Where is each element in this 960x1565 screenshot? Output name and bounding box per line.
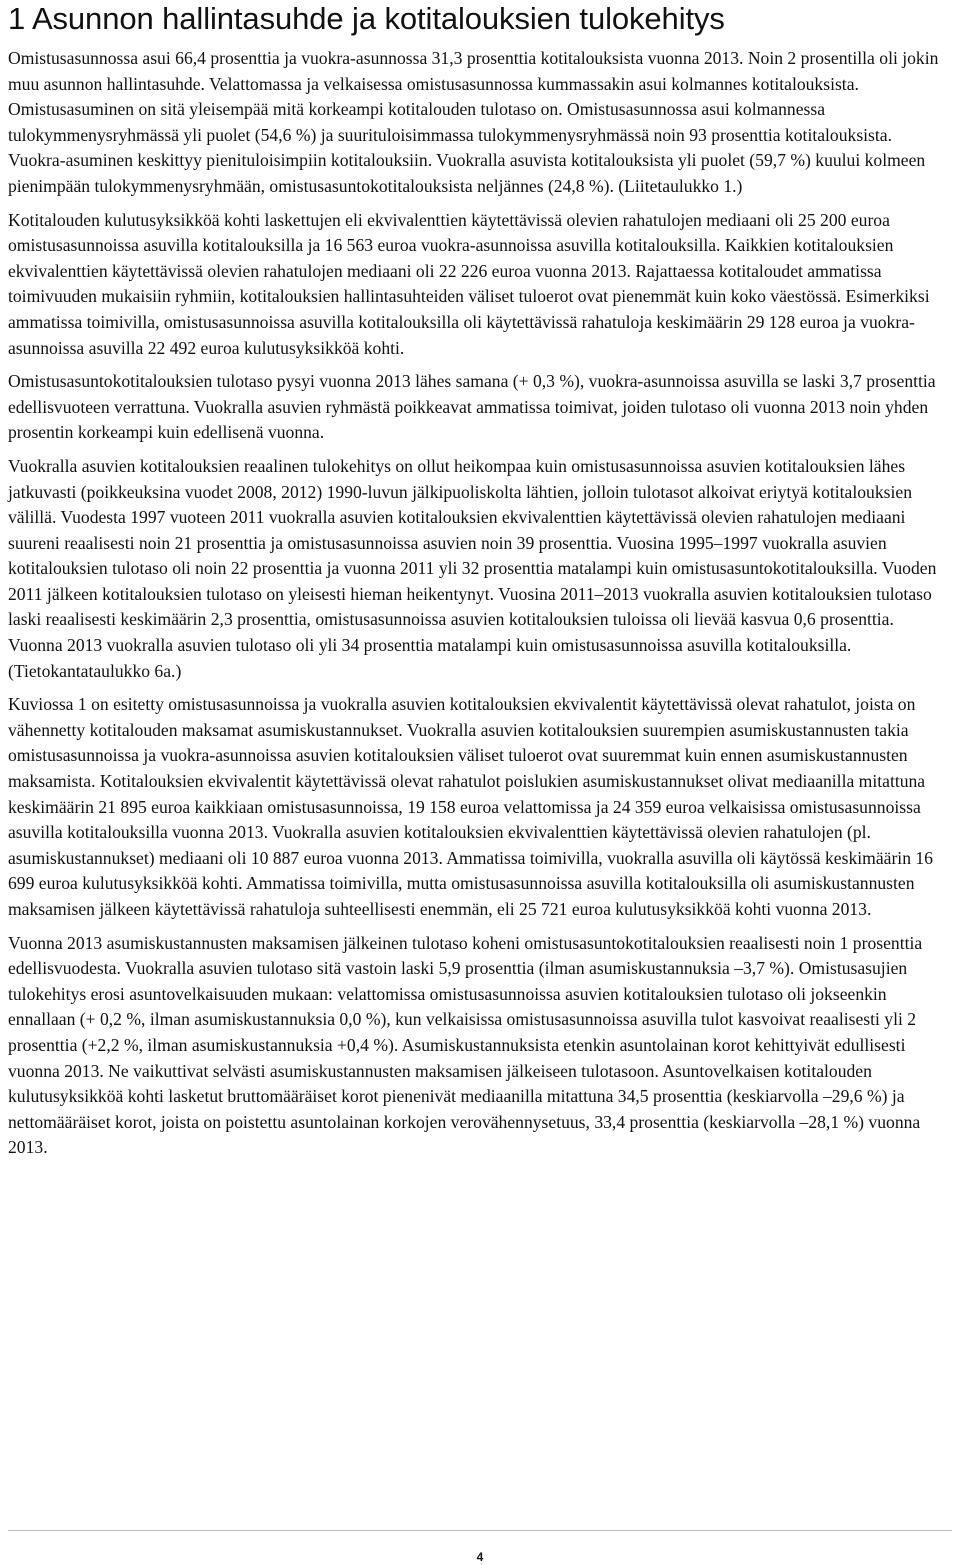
paragraph-4: Vuokralla asuvien kotitalouksien reaalinen tulokehitys on ollut heikompaa kuin omistusasunnoissa asuvien kotitalouksien lähes jatkuvasti (poikkeuksina vuodet 2008, 2012) 1990-luvun jälkipuoliskolta lähtien, jolloin tulotasot alkoivat eriytyä kotitalouksien välillä. Vuodesta 1997 vuoteen 2011 vuokralla asuvien kotitalouksien ekvivalenttien käytettävissä olevien rahatulojen mediaani suureni reaalisesti noin 21 prosenttia ja omistusasunnoissa asuvien noin 39 prosenttia. Vuosina 1995–1997 vuokralla asuvien kotitalouksien tulotaso oli noin 22 prosenttia ja vuonna 2011 yli 32 prosenttia matalampi kuin omistusasuntokotitalouksilla. Vuoden 2011 jälkeen kotitalouksien tulotaso on yleisesti hieman heikentynyt. Vuosina 2011–2013 vuokralla asuvien kotitalouksien tulotaso laski reaalisesti keskimäärin 2,3 prosenttia, omistusasunnoissa asuvien kotitalouksien tuloissa oli lievää kasvua 0,6 prosenttia. Vuonna 2013 vuokralla asuvien tulotaso oli yli 34 prosenttia matalampi kuin omistusasunnoissa asuvilla kotitalouksilla. (Tietokantataulukko 6a.) xyxy=(8,455,937,681)
paragraph-5: Kuviossa 1 on esitetty omistusasunnoissa ja vuokralla asuvien kotitalouksien ekvivalentit käytettävissä olevat rahatulot, joista on vähennetty kotitalouden maksamat asumiskustannukset. Vuokralla asuvien kotitalouksien suurempien asumiskustannusten takia omistusasunnoissa ja vuokra-asunnoissa asuvien kotitalouksien väliset tuloerot ovat suuremmat kuin ennen asumiskustannusten maksamista. Kotitalouksien ekvivalentit käytettävissä olevat rahatulot poislukien asumiskustannukset olivat mediaanilla mitattuna keskimäärin 21 895 euroa kaikkiaan omistusasunnoissa, 19 158 euroa velattomissa ja 24 359 euroa velkaisissa omistusasunnoissa asuvilla kotitalouksilla vuonna 2013. Vuokralla asuvien kotitalouksien ekvivalenttien käytettävissä olevien rahatulojen (pl. asumiskustannukset) mediaani oli 10 887 euroa vuonna 2013. Ammatissa toimivilla, vuokralla asuvilla oli käytössä keskimäärin 16 699 euroa kulutusyksikköä kohti. Ammatissa toimivilla, mutta omistusasunnoissa asuvilla kotitalouksilla oli asumiskustannusten maksamisen jälkeen käytettävissä rahatuloja suhteellisesti enemmän, eli 25 721 euroa kulutusyksikköä kohti vuonna 2013. xyxy=(8,694,933,919)
paragraph-6: Vuonna 2013 asumiskustannusten maksamisen jälkeinen tulotaso koheni omistusasuntokotitalouksien reaalisesti noin 1 prosenttia edellisvuodesta. Vuokralla asuvien tulotaso sitä vastoin laski 5,9 prosenttia (ilman asumiskustannuksia –3,7 %). Omistusasujien tulokehitys erosi asuntovelkaisuuden mukaan: velattomissa omistusasunnoissa asuvien kotitalouksien tulotaso oli jokseenkin ennallaan (+ 0,2 %, ilman asumiskustannuksia 0,0 %), kun velkaisissa omistusasunnoissa asuvilla tulot kasvoivat reaalisesti yli 2 prosenttia (+2,2 %, ilman asumiskustannuksia +0,4 %). Asumiskustannuksista etenkin asuntolainan korot kehittyivät edullisesti vuonna 2013. Ne vaikuttivat selvästi asumiskustannusten maksamisen jälkeiseen tulotasoon. Asuntovelkaisen kotitalouden kulutusyksikköä kohti lasketut bruttomääräiset korot pienenivät mediaanilla mitattuna 34,5 prosenttia (keskiarvolla –29,6 %) ja nettomääräiset korot, joista on poistettu asuntolainan korkojen verovähennysetuus, 33,4 prosenttia (keskiarvolla –28,1 %) vuonna 2013. xyxy=(8,932,923,1158)
document-page xyxy=(8,0,952,1161)
section-heading: 1 Asunnon hallintasuhde ja kotitalouksien tulokehitys xyxy=(8,1,725,36)
paragraph-3: Omistusasuntokotitalouksien tulotaso pysyi vuonna 2013 lähes samana (+ 0,3 %), vuokra-asunnoissa asuvilla se laski 3,7 prosenttia edellisvuoteen verrattuna. Vuokralla asuvien ryhmästä poikkeavat ammatissa toimivat, joiden tulotaso oli vuonna 2013 noin yhden prosentin korkeampi kuin edellisenä vuonna. xyxy=(8,371,936,443)
paragraph-2: Kotitalouden kulutusyksikköä kohti laskettujen eli ekvivalenttien käytettävissä olevien rahatulojen mediaani oli 25 200 euroa omistusasunnoissa asuvilla kotitalouksilla ja 16 563 euroa vuokra-asunnoissa asuvilla kotitalouksilla. Kaikkien kotitalouksien ekvivalenttien käytettävissä olevien rahatulojen mediaani oli 22 226 euroa vuonna 2013. Rajattaessa kotitaloudet ammatissa toimivuuden mukaisiin ryhmiin, kotitalouksien hallintasuhteiden väliset tuloerot ovat pienemmät kuin koko väestössä. Esimerkiksi ammatissa toimivilla, omistusasunnoissa asuvilla kotitalouksilla oli käytettävissä rahatuloja keskimäärin 29 128 euroa ja vuokra-asunnoissa asuvilla 22 492 euroa kulutusyksikköä kohti. xyxy=(8,209,930,358)
footer-divider xyxy=(8,1530,952,1531)
paragraph-1: Omistusasunnossa asui 66,4 prosenttia ja vuokra-asunnossa 31,3 prosenttia kotitalouksista vuonna 2013. Noin 2 prosentilla oli jokin muu asunnon hallintasuhde. Velattomassa ja velkaisessa omistusasunnossa kummassakin asui kolmannes kotitalouksista. Omistusasuminen on sitä yleisempää mitä korkeampi kotitalouden tulotaso on. Omistusasunnossa asui kolmannessa tulokymmenysryhmässä yli puolet (54,6 %) ja suurituloisimmassa tulokymmenysryhmässä noin 93 prosenttia kotitalouksista. Vuokra-asuminen keskittyy pienituloisimpiin kotitalouksiin. Vuokralla asuvista kotitalouksista yli puolet (59,7 %) kuului kolmeen pienimpään tulokymmenysryhmään, omistusasuntokotitalouksista neljännes (24,8 %). (Liitetaulukko 1.) xyxy=(8,48,939,196)
page-number: 4 xyxy=(476,1550,484,1564)
